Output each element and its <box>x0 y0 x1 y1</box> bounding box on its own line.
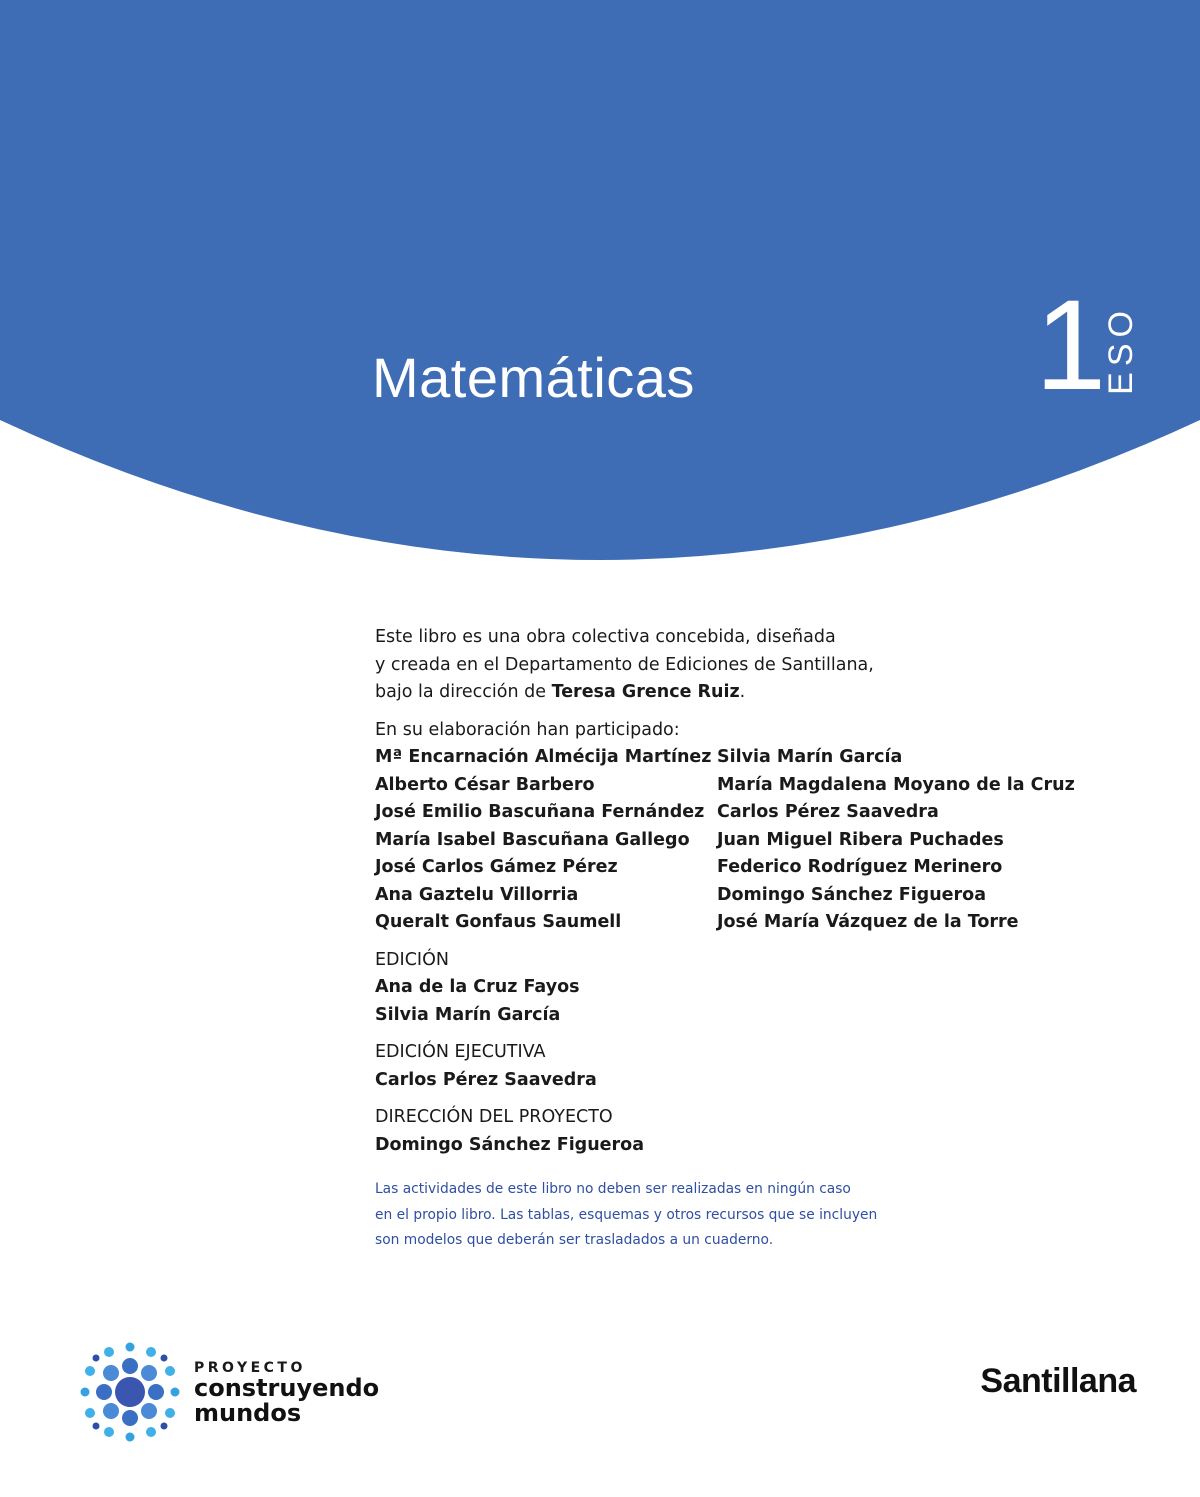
contributor-name: Ana Gaztelu Villorria <box>375 884 579 905</box>
project-logo-line-2: mundos <box>194 1399 302 1427</box>
book-title: Matemáticas <box>372 346 695 409</box>
contributor-name: Domingo Sánchez Figueroa <box>717 884 987 905</box>
grade-level: ESO <box>1102 305 1140 395</box>
usage-note <box>375 1177 1075 1254</box>
direccion-label: DIRECCIÓN DEL PROYECTO <box>375 1107 613 1127</box>
contributor-name: José Emilio Bascuñana Fernández <box>375 802 705 822</box>
project-logo <box>78 1340 398 1450</box>
usage-note-line-3: son modelos que deberán ser trasladados a un cuaderno. <box>375 1232 774 1248</box>
intro-line-3-suffix: . <box>739 682 746 702</box>
contributors-right-column <box>717 744 1075 937</box>
contributors-left-column <box>375 744 717 937</box>
publisher-logo: Santillana <box>980 1362 1136 1400</box>
usage-note-line-1: Las actividades de este libro no deben ser realizadas en ningún caso <box>375 1181 851 1197</box>
contributor-name: Carlos Pérez Saavedra <box>717 802 939 822</box>
intro-paragraph <box>375 624 1075 707</box>
cover-header-background <box>0 0 1200 570</box>
contributors-label: En su elaboración han participado: <box>375 719 680 740</box>
usage-note-line-2: en el propio libro. Las tablas, esquemas y otros recursos que se incluyen <box>375 1206 878 1223</box>
project-logo-line-1: construyendo <box>194 1374 380 1402</box>
contributors-list <box>375 744 1075 937</box>
edicion-section <box>375 947 1075 1030</box>
dot-globe-icon <box>78 1340 182 1444</box>
direccion-section <box>375 1104 1075 1159</box>
intro-line-3-prefix: bajo la dirección de <box>375 682 552 702</box>
project-logo-small: PROYECTO <box>194 1360 306 1376</box>
contributor-name: José María Vázquez de la Torre <box>717 912 1019 932</box>
director-name: Teresa Grence Ruiz <box>551 682 740 702</box>
edicion-ejecutiva-label: EDICIÓN EJECUTIVA <box>375 1042 546 1062</box>
contributor-name: José Carlos Gámez Pérez <box>375 857 618 877</box>
direccion-name: Domingo Sánchez Figueroa <box>375 1134 645 1155</box>
contributor-name: Juan Miguel Ribera Puchades <box>717 829 1004 850</box>
edicion-label: EDICIÓN <box>375 949 449 970</box>
contributor-name: Queralt Gonfaus Saumell <box>375 912 622 932</box>
contributor-name: Federico Rodríguez Merinero <box>717 857 1003 877</box>
intro-line-2: y creada en el Departamento de Ediciones de Santillana, <box>375 654 874 675</box>
edicion-ejecutiva-section <box>375 1039 1075 1094</box>
edicion-name: Ana de la Cruz Fayos <box>375 977 580 997</box>
contributor-name: Mª Encarnación Almécija Martínez <box>375 747 712 767</box>
intro-line-3 <box>375 679 1075 707</box>
contributor-name: María Isabel Bascuñana Gallego <box>375 829 690 850</box>
grade-number: 1 <box>1035 274 1107 417</box>
credits-content <box>375 624 1075 1254</box>
contributor-name: Silvia Marín García <box>717 747 903 767</box>
contributor-name: Alberto César Barbero <box>375 774 595 795</box>
edicion-name: Silvia Marín García <box>375 1004 561 1025</box>
contributor-name: María Magdalena Moyano de la Cruz <box>717 774 1075 795</box>
project-logo-text <box>194 1360 379 1426</box>
intro-line-1: Este libro es una obra colectiva concebida, diseñada <box>375 627 836 647</box>
edicion-ejecutiva-name: Carlos Pérez Saavedra <box>375 1069 597 1090</box>
